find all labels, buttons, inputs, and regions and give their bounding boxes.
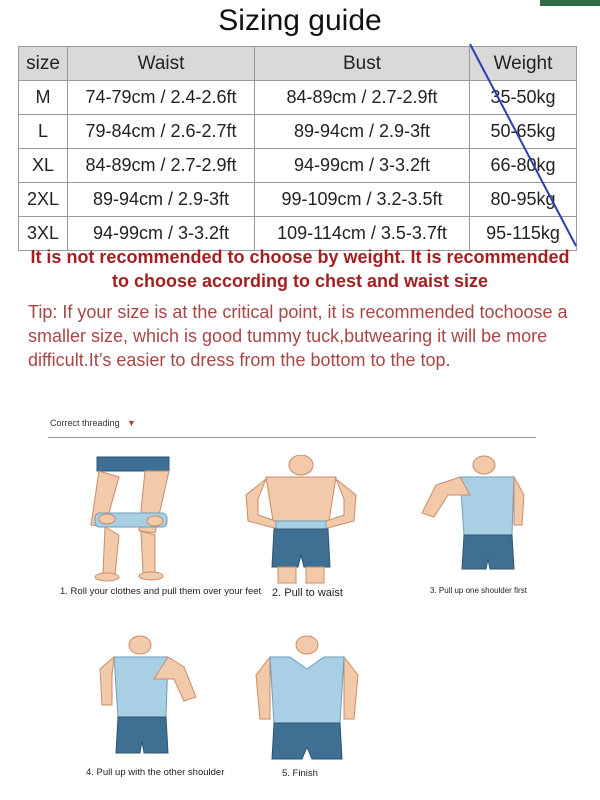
shorts: [462, 535, 514, 569]
step4-caption: 4. Pull up with the other shoulder: [86, 767, 225, 778]
cell-weight: 50-65kg: [470, 115, 577, 149]
shorts-waistband: [97, 457, 169, 471]
cell-waist: 79-84cm / 2.6-2.7ft: [68, 115, 255, 149]
cell-waist: 89-94cm / 2.9-3ft: [68, 183, 255, 217]
cell-bust: 109-114cm / 3.5-3.7ft: [255, 217, 470, 251]
cell-bust: 84-89cm / 2.7-2.9ft: [255, 81, 470, 115]
tip-text: Tip: If your size is at the critical point, it is recommended tochoose a smaller size, which is good tummy tuck,butwearing it will be more difficult.It’s easier to dress from the bottom to the top.: [28, 302, 568, 370]
cell-size: M: [19, 81, 68, 115]
right-foot: [139, 572, 163, 580]
head: [473, 456, 495, 474]
header-bust: Bust: [255, 47, 470, 81]
torso: [266, 477, 336, 527]
step1-illustration: [85, 455, 195, 585]
cell-weight: 35-50kg: [470, 81, 577, 115]
left-foot: [95, 573, 119, 581]
step3-caption: 3. Pull up one shoulder first: [430, 586, 527, 595]
vest: [270, 657, 344, 723]
cell-waist: 74-79cm / 2.4-2.6ft: [68, 81, 255, 115]
cell-weight: 66-80kg: [470, 149, 577, 183]
step2-illustration: [236, 455, 366, 585]
left-arm: [256, 657, 270, 719]
header-waist: Waist: [68, 47, 255, 81]
left-shin: [103, 527, 119, 575]
right-thigh: [306, 567, 324, 583]
vest: [460, 477, 514, 535]
cell-size: 2XL: [19, 183, 68, 217]
head: [289, 455, 313, 475]
cell-bust: 94-99cm / 3-3.2ft: [255, 149, 470, 183]
right-arm: [514, 477, 524, 525]
step5-caption: 5. Finish: [282, 768, 318, 779]
cell-weight: 80-95kg: [470, 183, 577, 217]
shorts: [116, 717, 168, 753]
cell-waist: 84-89cm / 2.7-2.9ft: [68, 149, 255, 183]
strike-line: [470, 44, 576, 246]
cell-weight: 95-115kg: [470, 217, 577, 251]
shorts: [272, 529, 330, 567]
step3-illustration: [418, 455, 528, 585]
page-title: Sizing guide: [218, 4, 382, 37]
threading-divider: [48, 437, 536, 438]
shorts: [272, 723, 342, 759]
vest: [114, 657, 168, 717]
step4-illustration: [92, 635, 202, 765]
warning-line-1: It is not recommended to choose by weight. It is recommended: [30, 247, 570, 267]
rolled-garment: [276, 521, 326, 529]
cell-waist: 94-99cm / 3-3.2ft: [68, 217, 255, 251]
cell-bust: 89-94cm / 2.9-3ft: [255, 115, 470, 149]
warning-line-2: to choose according to chest and waist size: [111, 271, 489, 291]
right-shin: [141, 531, 155, 573]
caret-down-icon: ▼: [127, 418, 136, 428]
step2-caption: 2. Pull to waist: [272, 587, 343, 599]
right-hand: [147, 516, 163, 526]
threading-label: Correct threading: [50, 418, 120, 428]
header-weight: Weight: [470, 47, 577, 81]
left-thigh: [278, 567, 296, 583]
step5-illustration: [252, 635, 362, 770]
weight-warning: [0, 245, 600, 293]
cell-size: L: [19, 115, 68, 149]
step1-caption: 1. Roll your clothes and pull them over your feet: [60, 586, 262, 597]
cell-size: 3XL: [19, 217, 68, 251]
right-arm: [344, 657, 358, 719]
cell-size: XL: [19, 149, 68, 183]
head: [296, 636, 318, 654]
left-arm: [100, 657, 114, 705]
weight-strike-line: [0, 0, 600, 260]
cell-bust: 99-109cm / 3.2-3.5ft: [255, 183, 470, 217]
left-hand: [99, 514, 115, 524]
head: [129, 636, 151, 654]
header-size: size: [19, 47, 68, 81]
